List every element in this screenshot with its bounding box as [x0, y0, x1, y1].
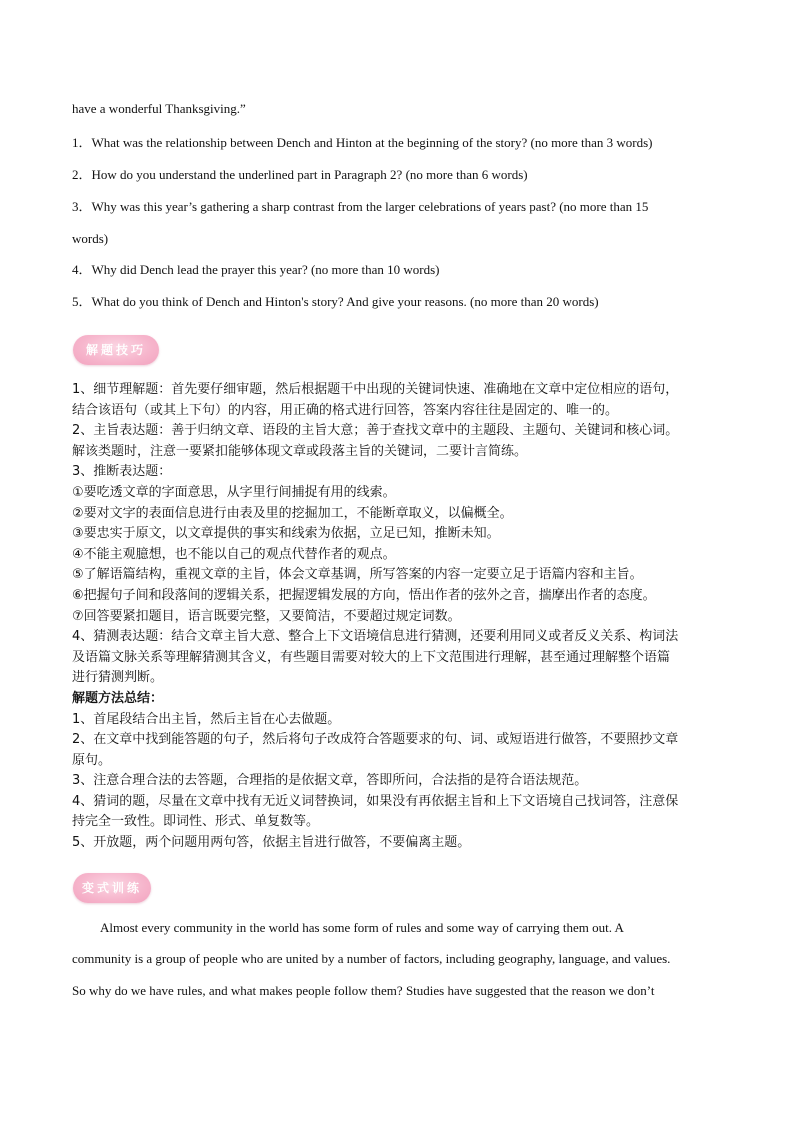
method-line: 持完全一致性。即词性、形式、单复数等。	[72, 814, 320, 830]
tips-line: 及语篇文脉关系等理解猜测其含义，有些题目需要对较大的上下文范围进行理解，甚至通过理解整个语篇	[72, 649, 671, 665]
tips-line: ⑦回答要紧扣题目，语言既要完整，又要简洁，不要超过规定词数。	[72, 608, 461, 624]
section-badge-tips: 解题技巧	[73, 335, 159, 365]
method-line: 2、在文章中找到能答题的句子，然后将句子改成符合答题要求的句、词、或短语进行做答，不要照抄文章	[72, 732, 679, 748]
question-1: 1．What was the relationship between Dench and Hinton at the beginning of the story? (no more than 3 words)	[72, 135, 653, 150]
tips-line: 进行猜测判断。	[72, 670, 164, 686]
method-line: 原句。	[72, 752, 112, 768]
tips-line: 解该类题时，注意一要紧扣能够体现文章或段落主旨的关键词，二要计言简练。	[72, 443, 528, 459]
method-line: 1、首尾段结合出主旨，然后主旨在心去做题。	[72, 711, 341, 727]
tips-line: ④不能主观臆想，也不能以自己的观点代替作者的观点。	[72, 546, 396, 562]
passage-line: So why do we have rules, and what makes people follow them? Studies have suggested that the reason we don’t	[72, 983, 655, 998]
tips-line: ③要忠实于原文，以文章提供的事实和线索为依据，立足已知，推断未知。	[72, 526, 500, 542]
method-line: 5、开放题，两个问题用两句答，依据主旨进行做答，不要偏离主题。	[72, 835, 471, 851]
section-badge-practice: 变式训练	[73, 873, 151, 903]
tips-line: 2、主旨表达题：善于归纳文章、语段的主旨大意；善于查找文章中的主题段、主题句、关键词和核心词。	[72, 423, 679, 439]
method-line: 4、猜词的题，尽量在文章中找有无近义词替换词，如果没有再依据主旨和上下文语境自己找词答，注意保	[72, 793, 679, 809]
tips-line: 1、细节理解题：首先要仔细审题，然后根据题干中出现的关键词快速、准确地在文章中定位相应的语句，	[72, 382, 679, 397]
tips-block	[72, 380, 724, 854]
question-5: 5．What do you think of Dench and Hinton's story? And give your reasons. (no more than 20 words)	[72, 294, 599, 309]
tips-line: ①要吃透文章的字面意思，从字里行间捕捉有用的线索。	[72, 484, 396, 500]
question-3-continued: words)	[72, 231, 109, 246]
method-title: 解题方法总结：	[72, 690, 164, 706]
question-4: 4．Why did Dench lead the prayer this year? (no more than 10 words)	[72, 262, 440, 277]
passage-line: community is a group of people who are united by a number of factors, including geography, language, and values.	[72, 951, 671, 966]
tips-line: ②要对文字的表面信息进行由表及里的挖掘加工，不能断章取义，以偏概全。	[72, 505, 513, 521]
questions-intro: have a wonderful Thanksgiving.”	[72, 101, 246, 116]
tips-line: 结合该语句（或其上下句）的内容，用正确的格式进行回答，答案内容往往是固定的、唯一的。	[72, 402, 619, 418]
tips-line: ⑥把握句子间和段落间的逻辑关系，把握逻辑发展的方向，悟出作者的弦外之音，揣摩出作者的态度。	[72, 587, 656, 603]
method-line: 3、注意合理合法的去答题，合理指的是依据文章，答即所问，合法指的是符合语法规范。	[72, 773, 588, 789]
question-2: 2．How do you understand the underlined part in Paragraph 2? (no more than 6 words)	[72, 167, 528, 182]
tips-line: 3、推断表达题：	[72, 464, 172, 480]
tips-line: 4、猜测表达题：结合文章主旨大意、整合上下文语境信息进行猜测，还要利用同义或者反义关系、构词法	[72, 629, 679, 645]
question-3: 3．Why was this year’s gathering a sharp contrast from the larger celebrations of years past? (no more than 15	[72, 199, 649, 214]
tips-line: ⑤了解语篇结构，重视文章的主旨，体会文章基调，所写答案的内容一定要立足于语篇内容和主旨。	[72, 567, 643, 583]
passage-line: Almost every community in the world has some form of rules and some way of carrying them out. A	[100, 920, 624, 935]
